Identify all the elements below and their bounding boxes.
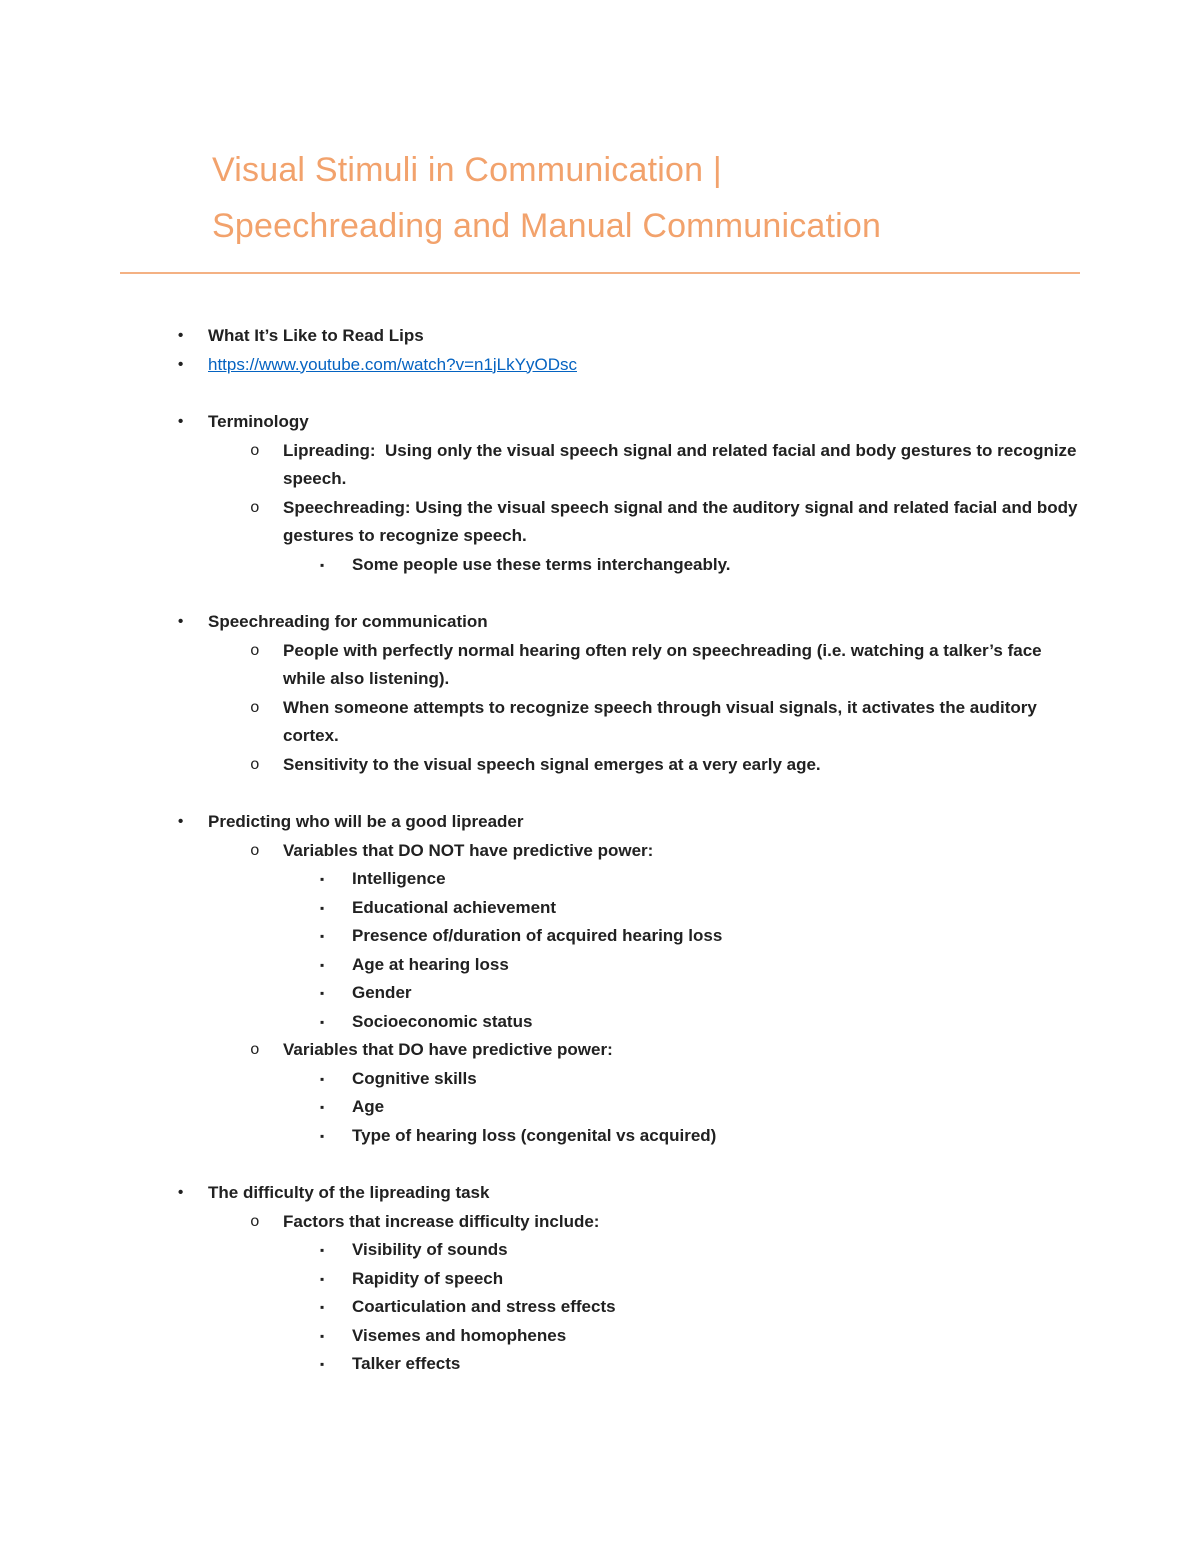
item-text: Talker effects [352,1354,461,1373]
youtube-link[interactable]: https://www.youtube.com/watch?v=n1jLkYyODsc [208,354,577,374]
square-bullet-icon: ▪ [320,929,325,943]
item-text: Some people use these terms interchangeably. [352,554,731,574]
section-terminology [120,408,1083,579]
sub-sub-item [120,951,1080,980]
circle-bullet-icon: o [250,641,260,660]
sub-item [120,1208,1080,1237]
sub-sub-item [120,922,1080,951]
section-difficulty-of-lipreading-task [120,1179,1080,1379]
page-title-line2: Speechreading and Manual Communication [212,207,882,245]
item-text: Sensitivity to the visual speech signal emerges at a very early age. [283,754,821,774]
item-text: Age at hearing loss [352,954,509,974]
square-bullet-icon: ▪ [320,557,325,572]
item-text: Speechreading for communication [208,612,488,631]
item-text: Presence of/duration of acquired hearing loss [352,926,723,945]
sub-sub-item [120,1322,1080,1351]
bullet-item [120,608,1080,637]
sub-sub-item [120,979,1080,1008]
item-text: Gender [352,983,412,1002]
item-text: Predicting who will be a good lipreader [208,812,524,831]
circle-bullet-icon: o [250,698,260,717]
square-bullet-icon: ▪ [320,1357,325,1371]
circle-bullet-icon: o [250,1041,260,1059]
disc-bullet-icon: • [178,355,184,373]
sub-sub-item [120,1236,1080,1265]
item-text: Variables that DO have predictive power: [283,1040,613,1059]
item-text: Visibility of sounds [352,1240,508,1259]
item-text: Terminology [208,412,309,431]
disc-bullet-icon: • [178,413,184,430]
bullet-item [120,408,1080,437]
square-bullet-icon: ▪ [320,872,325,886]
item-text: Cognitive skills [352,1068,477,1088]
square-bullet-icon: ▪ [320,1071,325,1086]
item-text: Educational achievement [352,897,557,917]
item-text: What It’s Like to Read Lips [208,326,424,345]
circle-bullet-icon: o [250,755,260,774]
item-text: Variables that DO NOT have predictive power: [283,840,654,860]
circle-bullet-icon: o [250,498,260,517]
page-title [120,142,1080,254]
circle-bullet-icon: o [250,1212,260,1231]
sub-item [120,751,1080,780]
square-bullet-icon: ▪ [320,900,325,915]
sub-item [120,837,1080,866]
item-text: Factors that increase difficulty include: [283,1211,600,1231]
square-bullet-icon: ▪ [320,1128,325,1143]
bullet-item [120,322,1080,351]
disc-bullet-icon: • [178,1184,184,1201]
circle-bullet-icon: o [250,441,260,460]
bullet-item [120,351,1080,380]
square-bullet-icon: ▪ [320,1300,325,1314]
disc-bullet-icon: • [178,813,184,830]
section-predicting-good-lipreader [120,808,1080,1150]
item-text: Coarticulation and stress effects [352,1297,616,1316]
item-text: Age [352,1097,385,1116]
square-bullet-icon: ▪ [320,1328,325,1343]
disc-bullet-icon: • [178,327,184,344]
section-intro [120,322,1080,379]
page-title-line1: Visual Stimuli in Communication | [212,151,722,189]
sub-sub-item [120,551,1080,580]
item-text: Intelligence [352,869,446,888]
sub-sub-item [120,1065,1080,1094]
item-text: Visemes and homophenes [352,1325,567,1345]
item-text: Socioeconomic status [352,1011,533,1031]
sub-sub-item [120,865,1080,894]
sub-sub-item [120,1093,1080,1122]
sub-sub-item [120,894,1080,923]
item-text: Type of hearing loss (congenital vs acquired) [352,1125,717,1145]
sub-sub-item [120,1265,1080,1294]
item-text: Rapidity of speech [352,1268,504,1288]
square-bullet-icon: ▪ [320,1014,325,1029]
circle-bullet-icon: o [250,841,260,860]
item-text: Speechreading: Using the visual speech signal and the auditory signal and related facial and body gestures to recognize speech. [283,497,1083,545]
sub-item [120,437,1080,494]
sub-sub-item [120,1008,1080,1037]
bullet-item [120,808,1080,837]
sub-sub-item [120,1293,1080,1322]
document-sections [120,322,1083,1379]
square-bullet-icon: ▪ [320,1243,325,1257]
title-divider [120,272,1080,274]
sub-item [120,1036,1080,1065]
bullet-item [120,1179,1080,1208]
square-bullet-icon: ▪ [320,1100,325,1114]
square-bullet-icon: ▪ [320,1271,325,1286]
sub-item [120,694,1080,751]
sub-sub-item [120,1350,1080,1379]
section-speechreading-for-communication [120,608,1080,779]
square-bullet-icon: ▪ [320,986,325,1000]
sub-sub-item [120,1122,1080,1151]
sub-item [120,494,1083,551]
square-bullet-icon: ▪ [320,957,325,972]
item-text: The difficulty of the lipreading task [208,1183,490,1202]
sub-item [120,637,1080,694]
disc-bullet-icon: • [178,613,184,630]
item-text: Lipreading: Using only the visual speech signal and related facial and body gestures to recognize speech. [283,440,1082,488]
item-text: People with perfectly normal hearing often rely on speechreading (i.e. watching a talker’s face while also listening). [283,640,1047,688]
item-text: When someone attempts to recognize speech through visual signals, it activates the auditory cortex. [283,697,1042,745]
